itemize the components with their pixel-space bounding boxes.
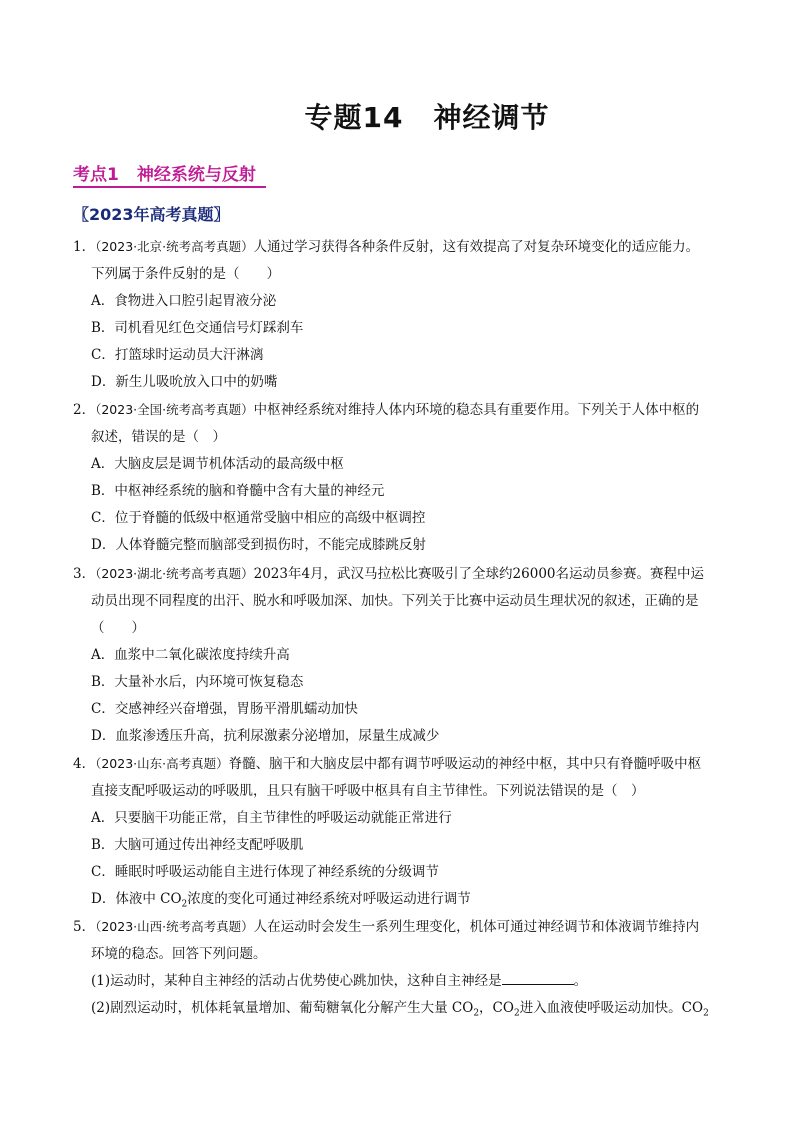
option-a: A．大脑皮层是调节机体活动的最高级中枢 xyxy=(91,456,344,472)
question-stem: 4．（2023·山东·高考真题）脊髓、脑干和大脑皮层中都有调节呼吸运动的神经中枢，其中只有脊髓呼吸中枢 xyxy=(73,756,702,772)
option-d: D．人体脊髓完整而脑部受到损伤时，不能完成膝跳反射 xyxy=(91,537,426,553)
question-3 xyxy=(73,560,735,750)
question-2 xyxy=(73,396,735,559)
question-stem-cont: （ ） xyxy=(91,620,145,636)
question-stem-cont: 动员出现不同程度的出汗、脱水和呼吸加深、加快。下列关于比赛中运动员生理状况的叙述，正确的是 xyxy=(91,593,699,609)
question-stem: 2．（2023·全国·统考高考真题）中枢神经系统对维持人体内环境的稳态具有重要作用。下列关于人体中枢的 xyxy=(73,402,700,418)
question-stem: 3．（2023·湖北·统考高考真题）2023年4月，武汉马拉松比赛吸引了全球约26000名运动员参赛。赛程中运 xyxy=(73,566,704,582)
option-d: D．体液中 $CO_2$浓度的变化可通过神经系统对呼吸运动进行调节 xyxy=(91,891,471,910)
question-source: （2023·湖北·统考高考真题） xyxy=(95,566,254,581)
question-source: （2023·北京·统考高考真题） xyxy=(95,239,254,254)
question-stem-cont: 直接支配呼吸运动的呼吸肌，且只有脑干呼吸中枢具有自主节律性。下列说法错误的是（ ） xyxy=(91,783,645,799)
question-source: （2023·山西·统考高考真题） xyxy=(95,919,254,934)
question-1 xyxy=(73,233,735,396)
option-b: B．中枢神经系统的脑和脊髓中含有大量的神经元 xyxy=(91,483,385,499)
question-5 xyxy=(73,913,735,1028)
kaodian-heading xyxy=(73,160,266,188)
option-c: C．位于脊髓的低级中枢通常受脑中相应的高级中枢调控 xyxy=(91,510,426,526)
question-source: （2023·山东·高考真题） xyxy=(95,756,229,771)
option-a: A．只要脑干功能正常，自主节律性的呼吸运动就能正常进行 xyxy=(91,810,452,826)
answer-blank[interactable] xyxy=(502,970,574,985)
option-c: C．交感神经兴奋增强，胃肠平滑肌蠕动加快 xyxy=(91,701,358,717)
sub-question-1: (1)运动时，某种自主神经的活动占优势使心跳加快，这种自主神经是 。 xyxy=(73,968,735,995)
title-number: 专题14 xyxy=(304,101,404,134)
kaodian-topic: 神经系统与反射 xyxy=(136,165,256,185)
section-heading: 〖2023年高考真题〗 xyxy=(73,205,230,224)
option-b: B．大量补水后，内环境可恢复稳态 xyxy=(91,674,304,690)
question-stem-cont: 叙述，错误的是（ ） xyxy=(91,429,226,445)
title-topic: 神经调节 xyxy=(433,101,550,134)
question-stem: 1．（2023·北京·统考高考真题）人通过学习获得各种条件反射，这有效提高了对复杂环境变化的适应能力。 xyxy=(73,239,700,255)
kaodian-number: 考点1 xyxy=(73,165,119,185)
option-c: C．打篮球时运动员大汗淋漓 xyxy=(91,347,264,363)
sub-question-2: (2)剧烈运动时，机体耗氧量增加、葡萄糖氧化分解产生大量 $CO_2$，$CO_2$进入血液使呼吸运动加快。$CO_2$ xyxy=(91,1000,709,1019)
option-c: C．睡眠时呼吸运动能自主进行体现了神经系统的分级调节 xyxy=(91,864,439,880)
question-source: （2023·全国·统考高考真题） xyxy=(95,402,254,417)
question-stem-cont: 下列属于条件反射的是（ ） xyxy=(91,266,280,282)
option-a: A．食物进入口腔引起胃液分泌 xyxy=(91,293,277,309)
question-4 xyxy=(73,750,735,919)
page-title xyxy=(0,96,794,136)
question-stem: 5．（2023·山西·统考高考真题）人在运动时会发生一系列生理变化，机体可通过神经调节和体液调节维持内 xyxy=(73,919,700,935)
option-d: D．血浆渗透压升高，抗利尿激素分泌增加，尿量生成减少 xyxy=(91,728,440,744)
option-b: B．司机看见红色交通信号灯踩刹车 xyxy=(91,320,304,336)
option-b: B．大脑可通过传出神经支配呼吸肌 xyxy=(91,837,304,853)
question-stem-cont: 环境的稳态。回答下列问题。 xyxy=(91,946,267,962)
option-a: A．血浆中二氧化碳浓度持续升高 xyxy=(91,647,290,663)
option-d: D．新生儿吸吮放入口中的奶嘴 xyxy=(91,374,278,390)
